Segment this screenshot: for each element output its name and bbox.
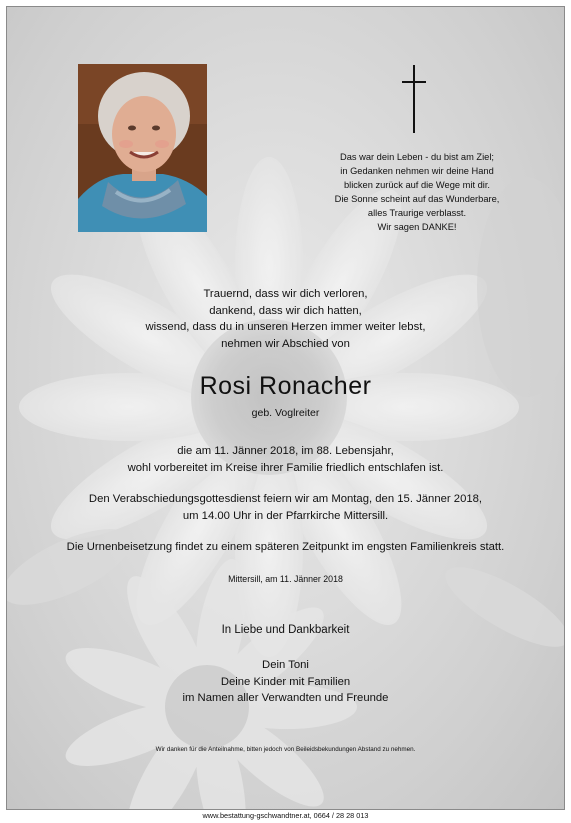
intro-line: wissend, dass du in unseren Herzen immer weiter lebst, [145, 321, 426, 333]
poem-line: Die Sonne scheint auf das Wunderbare, [334, 194, 500, 204]
urn-burial-info: Die Urnenbeisetzung findet zu einem späteren Zeitpunkt im engsten Familienkreis statt. [66, 541, 505, 553]
death-notice-line: wohl vorbereitet im Kreise ihrer Familie friedlich entschlafen ist. [127, 461, 444, 474]
service-line: um 14.00 Uhr in der Pfarrkirche Mittersill. [182, 509, 389, 522]
death-notice-line: die am 11. Jänner 2018, im 88. Lebensjahr, [177, 445, 394, 457]
poem [297, 150, 537, 234]
intro-text [7, 286, 564, 352]
intro-line: Trauernd, dass wir dich verloren, [203, 288, 368, 300]
service-info [7, 491, 564, 524]
signer-line: im Namen aller Verwandten und Freunde [182, 692, 389, 704]
poem-line: Wir sagen DANKE! [377, 222, 457, 232]
portrait-photo [78, 64, 207, 232]
intro-line: nehmen wir Abschied von [221, 337, 350, 350]
obituary-card [6, 6, 565, 810]
place-date: Mittersill, am 11. Jänner 2018 [228, 574, 343, 584]
thanks-note: Wir danken für die Anteilnahme, bitten jedoch von Beileidsbekundungen Abstand zu nehmen. [155, 746, 416, 753]
poem-line: alles Traurige verblasst. [367, 208, 467, 218]
signer-line: Deine Kinder mit Familien [220, 675, 351, 688]
intro-line: dankend, dass wir dich hatten, [209, 304, 362, 317]
service-line: Den Verabschiedungsgottesdienst feiern wir am Montag, den 15. Jänner 2018, [88, 493, 483, 505]
death-notice [7, 443, 564, 476]
cross-icon [400, 65, 428, 133]
signers [7, 657, 564, 707]
birth-name: geb. Voglreiter [251, 407, 320, 419]
poem-line: blicken zurück auf die Wege mit dir. [343, 180, 491, 190]
footer-contact: www.bestattung-gschwandtner.at, 0664 / 28 28 013 [202, 811, 369, 820]
closing-text: In Liebe und Dankbarkeit [221, 624, 350, 636]
poem-line: in Gedanken nehmen wir deine Hand [340, 166, 494, 176]
poem-line: Das war dein Leben - du bist am Ziel; [340, 152, 494, 162]
deceased-name: Rosi Ronacher [199, 372, 372, 400]
signer-line: Dein Toni [262, 659, 309, 671]
